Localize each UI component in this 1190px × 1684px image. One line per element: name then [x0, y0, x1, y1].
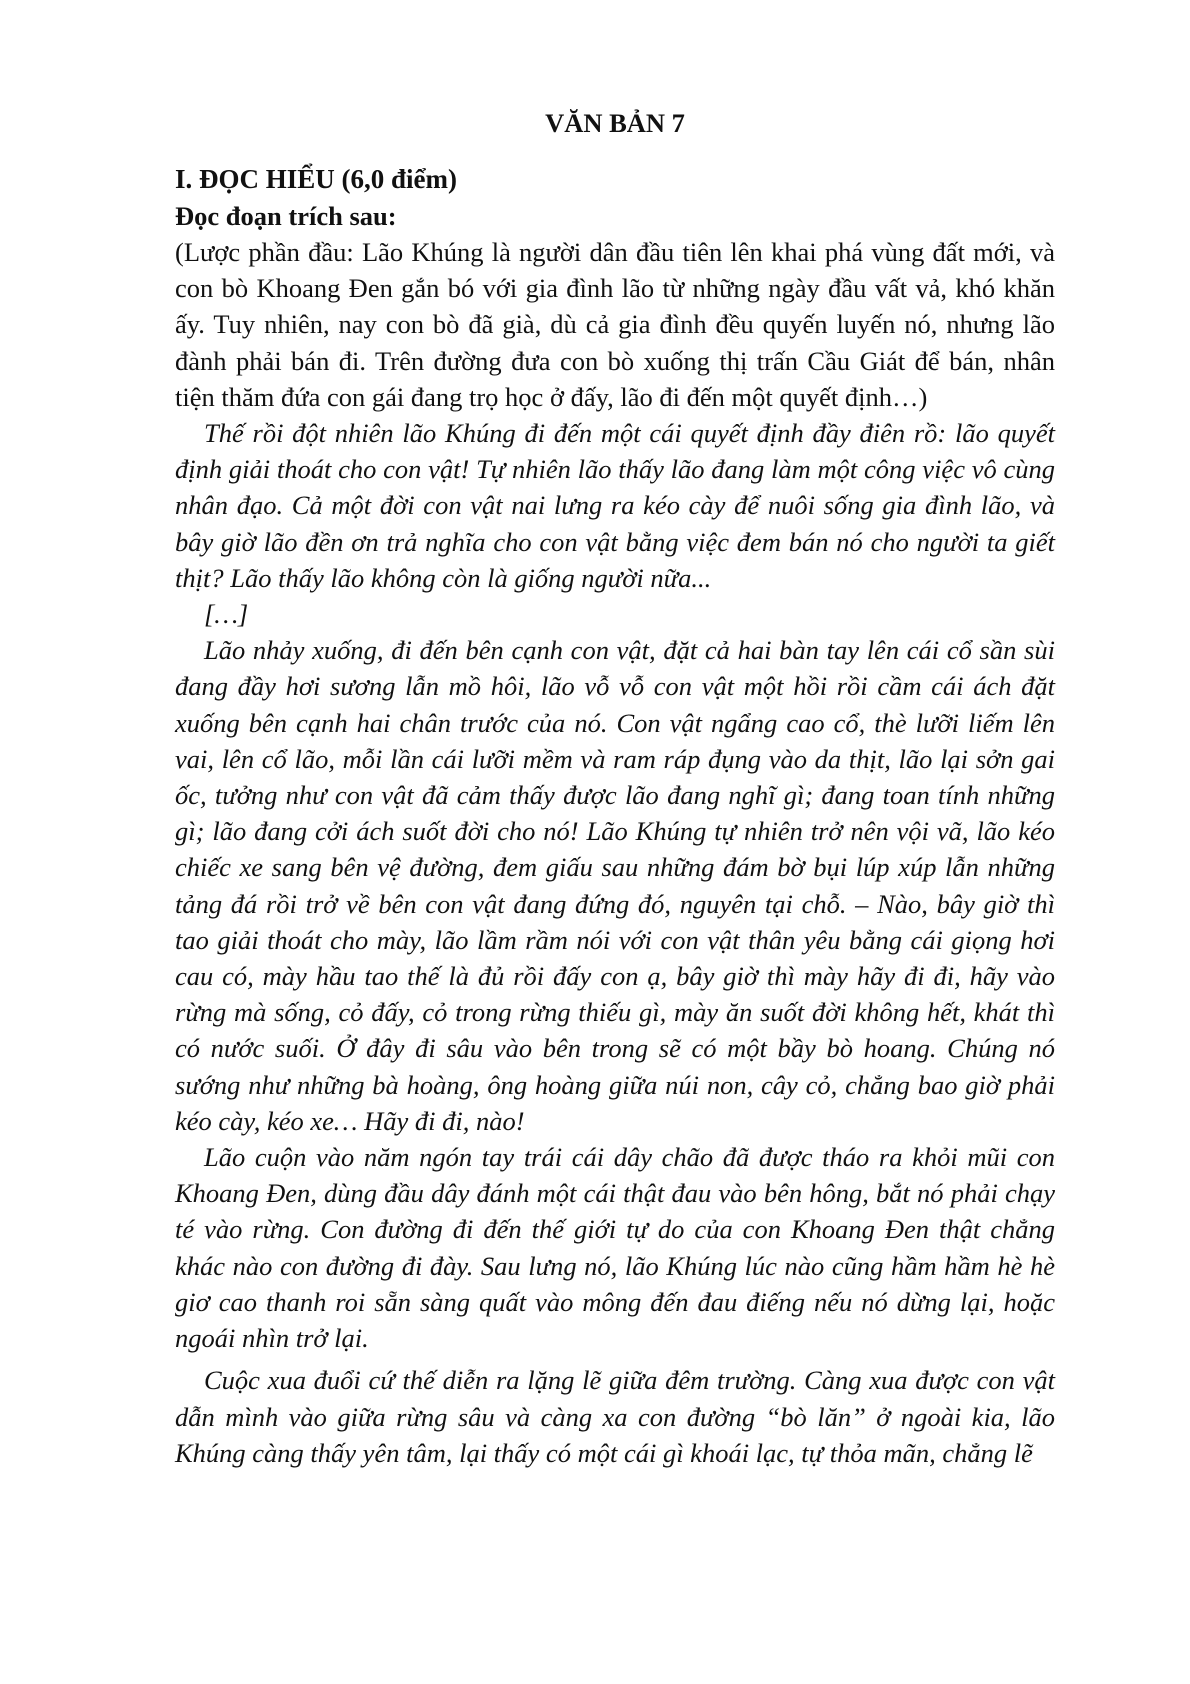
reading-instruction: Đọc đoạn trích sau:: [175, 201, 397, 231]
summary-paragraph: (Lược phần đầu: Lão Khúng là người dân đầu tiên lên khai phá vùng đất mới, và con bò Khoang Đen gắn bó với gia đình lão từ những ngày đầu vất vả, khó khăn ấy. Tuy nhiên, nay con bò đã già, dù cả gia đình đều quyến luyến nó, nhưng lão đành phải bán đi. Trên đường đưa con bò xuống thị trấn Cầu Giát để bán, nhân tiện thăm đứa con gái đang trọ học ở đấy, lão đi đến một quyết định…): [175, 237, 1055, 412]
document-title: VĂN BẢN 7: [545, 108, 685, 138]
excerpt-paragraph: Cuộc xua đuổi cứ thế diễn ra lặng lẽ giữa đêm trường. Càng xua được con vật dẫn mình vào giữa rừng sâu và càng xa con đường “bò lăn” ở ngoài kia, lão Khúng càng thấy yên tâm, lại thấy có một cái gì khoái lạc, tự thỏa mãn, chẳng lẽ: [175, 1365, 1055, 1468]
excerpt-paragraph: Thế rồi đột nhiên lão Khúng đi đến một cái quyết định đầy điên rồ: lão quyết định giải thoát cho con vật! Tự nhiên lão thấy lão đang làm một công việc vô cùng nhân đạo. Cả một đời con vật nai lưng ra kéo cày để nuôi sống gia đình lão, và bây giờ lão đền ơn trả nghĩa cho con vật bằng việc đem bán nó cho người ta giết thịt? Lão thấy lão không còn là giống người nữa...: [175, 418, 1055, 593]
section-heading: I. ĐỌC HIỂU (6,0 điểm): [175, 164, 457, 194]
omission-marker: […]: [204, 599, 249, 630]
excerpt-paragraph: Lão cuộn vào năm ngón tay trái cái dây chão đã được tháo ra khỏi mũi con Khoang Đen, dùng đầu dây đánh một cái thật đau vào bên hông, bắt nó phải chạy té vào rừng. Con đường đi đến thế giới tự do của con Khoang Đen thật chẳng khác nào con đường đi đày. Sau lưng nó, lão Khúng lúc nào cũng hầm hầm hè hè giơ cao thanh roi sẵn sàng quất vào mông đến đau điếng nếu nó dừng lại, hoặc ngoái nhìn trở lại.: [175, 1142, 1055, 1354]
document-page: [175, 100, 1055, 1471]
excerpt-paragraph: Lão nhảy xuống, đi đến bên cạnh con vật, đặt cả hai bàn tay lên cái cổ sần sùi đang đầy hơi sương lẫn mồ hôi, lão vỗ vỗ con vật một hồi rồi cầm cái ách đặt xuống bên cạnh hai chân trước của nó. Con vật ngẩng cao cổ, thè lưỡi liếm lên vai, lên cổ lão, mỗi lần cái lưỡi mềm và ram ráp đụng vào da thịt, lão lại sởn gai ốc, tưởng như con vật đã cảm thấy được lão đang nghĩ gì; đang toan tính những gì; lão đang cởi ách suốt đời cho nó! Lão Khúng tự nhiên trở nên vội vã, lão kéo chiếc xe sang bên vệ đường, đem giấu sau những đám bờ bụi lúp xúp lẫn những tảng đá rồi trở về bên con vật đang đứng đó, nguyên tại chỗ. – Nào, bây giờ thì tao giải thoát cho mày, lão lầm rầm nói với con vật thân yêu bằng cái giọng hơi cau có, mày hầu tao thế là đủ rồi đấy con ạ, bây giờ thì mày hãy đi đi, hãy vào rừng mà sống, cỏ đấy, cỏ trong rừng thiếu gì, mày ăn suốt đời không hết, khát thì có nước suối. Ở đây đi sâu vào bên trong sẽ có một bầy bò hoang. Chúng nó sướng như những bà hoàng, ông hoàng giữa núi non, cây cỏ, chẳng bao giờ phải kéo cày, kéo xe… Hãy đi đi, nào!: [175, 635, 1055, 1136]
